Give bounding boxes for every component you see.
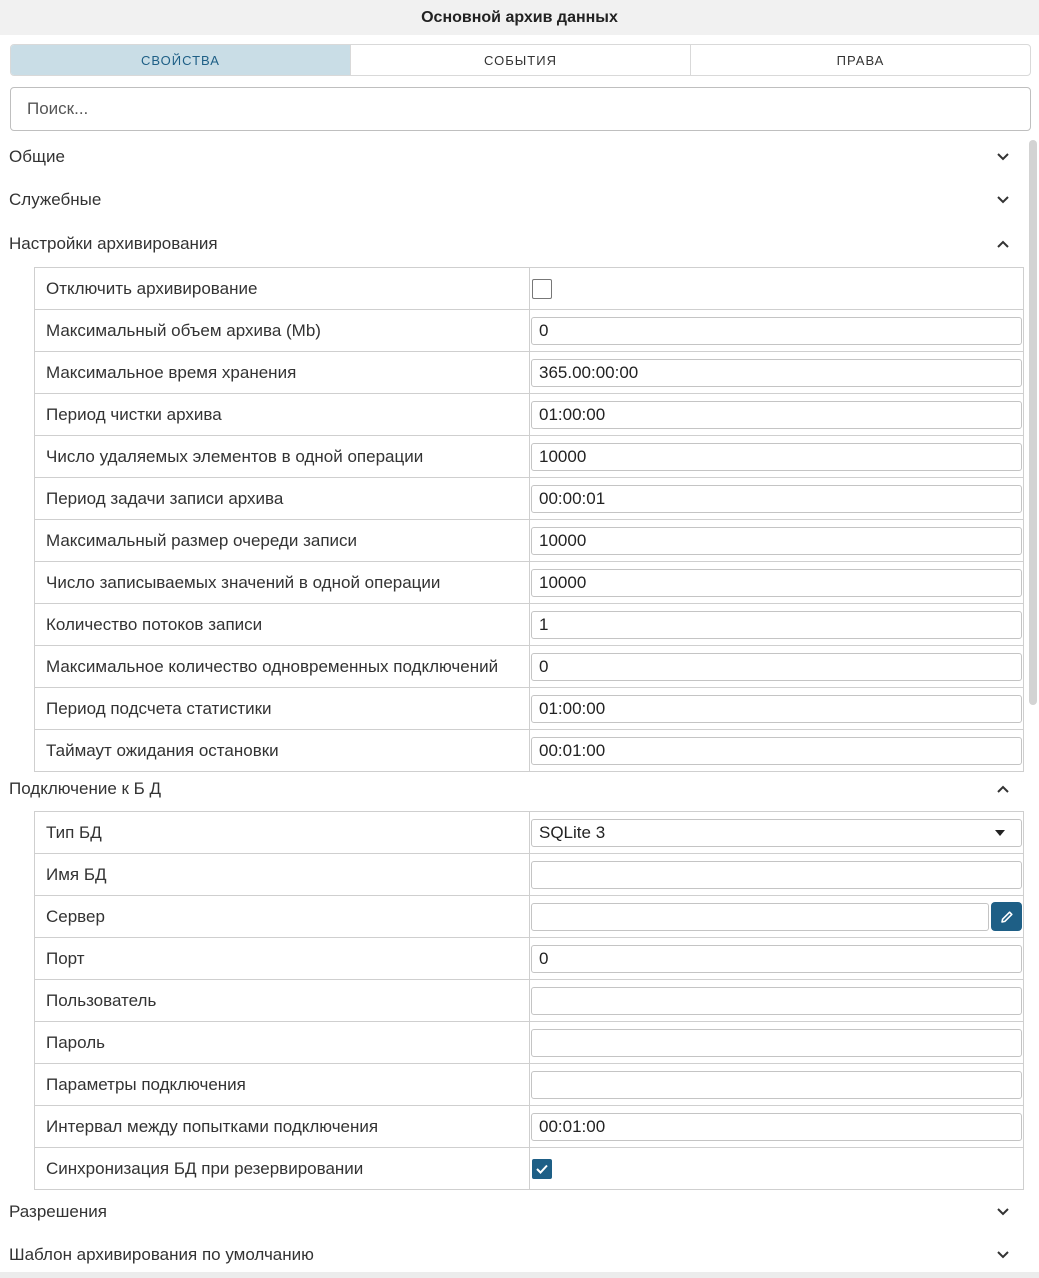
- delete-batch-size-input[interactable]: [531, 443, 1022, 471]
- table-row: [35, 854, 1023, 896]
- table-row: [35, 812, 1023, 854]
- password-input[interactable]: [531, 1029, 1022, 1057]
- table-row: [35, 896, 1023, 938]
- property-label: Число записываемых значений в одной операции: [35, 562, 530, 603]
- property-label: Тип БД: [35, 812, 530, 853]
- property-label: Максимальное время хранения: [35, 352, 530, 393]
- tab-properties[interactable]: СВОЙСТВА: [11, 45, 351, 75]
- table-row: [35, 604, 1023, 646]
- db-name-input[interactable]: [531, 861, 1022, 889]
- table-row: [35, 730, 1023, 772]
- tab-bar: [10, 44, 1031, 76]
- pencil-icon: [1000, 910, 1014, 924]
- table-row: [35, 1064, 1023, 1106]
- property-label: Максимальное количество одновременных подключений: [35, 646, 530, 687]
- chevron-down-icon[interactable]: [995, 192, 1011, 208]
- tab-rights[interactable]: ПРАВА: [836, 52, 885, 68]
- section-general-header[interactable]: [0, 137, 1025, 177]
- section-db-label: Подключение к Б Д: [9, 779, 162, 798]
- section-archiving-header[interactable]: [0, 224, 1025, 264]
- property-label: Отключить архивирование: [35, 268, 530, 309]
- db-type-value: SQLite 3: [539, 822, 606, 842]
- chevron-down-icon[interactable]: [995, 1204, 1011, 1220]
- disable-archiving-checkbox[interactable]: [532, 279, 552, 299]
- connection-params-input[interactable]: [531, 1071, 1022, 1099]
- property-label: Пароль: [35, 1022, 530, 1063]
- section-default-template-label: Шаблон архивирования по умолчанию: [9, 1245, 314, 1264]
- db-properties-table: [34, 811, 1024, 1190]
- max-storage-time-input[interactable]: [531, 359, 1022, 387]
- section-service-label: Служебные: [9, 190, 102, 209]
- chevron-up-icon[interactable]: [995, 236, 1011, 252]
- tab-events[interactable]: СОБЫТИЯ: [351, 45, 691, 75]
- table-row: [35, 980, 1023, 1022]
- table-row: [35, 478, 1023, 520]
- edit-server-button[interactable]: [991, 902, 1022, 931]
- property-label: Сервер: [35, 896, 530, 937]
- write-task-period-input[interactable]: [531, 485, 1022, 513]
- table-row: [35, 268, 1023, 310]
- max-connections-input[interactable]: [531, 653, 1022, 681]
- table-row: [35, 1022, 1023, 1064]
- cleanup-period-input[interactable]: [531, 401, 1022, 429]
- write-batch-size-input[interactable]: [531, 569, 1022, 597]
- table-row: [35, 688, 1023, 730]
- table-row: [35, 394, 1023, 436]
- property-label: Параметры подключения: [35, 1064, 530, 1105]
- section-service-header[interactable]: [0, 180, 1025, 220]
- table-row: [35, 1106, 1023, 1148]
- table-row: [35, 520, 1023, 562]
- table-row: [35, 938, 1023, 980]
- section-permissions-label: Разрешения: [9, 1202, 107, 1221]
- max-queue-size-input[interactable]: [531, 527, 1022, 555]
- table-row: [35, 562, 1023, 604]
- db-type-select[interactable]: [531, 819, 1022, 847]
- property-label: Число удаляемых элементов в одной операции: [35, 436, 530, 477]
- property-label: Интервал между попытками подключения: [35, 1106, 530, 1147]
- property-label: Количество потоков записи: [35, 604, 530, 645]
- section-permissions-header[interactable]: [0, 1192, 1025, 1232]
- chevron-down-icon[interactable]: [995, 149, 1011, 165]
- user-input[interactable]: [531, 987, 1022, 1015]
- stop-timeout-input[interactable]: [531, 737, 1022, 765]
- property-label: Период подсчета статистики: [35, 688, 530, 729]
- property-label: Период задачи записи архива: [35, 478, 530, 519]
- property-label: Максимальный объем архива (Mb): [35, 310, 530, 351]
- max-archive-size-input[interactable]: [531, 317, 1022, 345]
- scrollbar-thumb[interactable]: [1029, 140, 1037, 705]
- server-input[interactable]: [531, 903, 989, 931]
- chevron-down-icon[interactable]: [995, 1247, 1011, 1263]
- window-title: Основной архив данных: [0, 0, 1039, 35]
- property-label: Порт: [35, 938, 530, 979]
- property-label: Синхронизация БД при резервировании: [35, 1148, 530, 1189]
- section-archiving-label: Настройки архивирования: [9, 234, 218, 253]
- section-general-label: Общие: [9, 147, 65, 166]
- table-row: [35, 352, 1023, 394]
- property-label: Имя БД: [35, 854, 530, 895]
- property-label: Таймаут ожидания остановки: [35, 730, 530, 771]
- archiving-properties-table: [34, 267, 1024, 772]
- property-label: Период чистки архива: [35, 394, 530, 435]
- section-default-template-header[interactable]: [0, 1235, 1025, 1275]
- sync-db-checkbox[interactable]: [532, 1159, 552, 1179]
- checkmark-icon: [535, 1163, 549, 1175]
- table-row: [35, 646, 1023, 688]
- table-row: [35, 436, 1023, 478]
- caret-down-icon: [995, 830, 1005, 836]
- port-input[interactable]: [531, 945, 1022, 973]
- stats-period-input[interactable]: [531, 695, 1022, 723]
- chevron-up-icon[interactable]: [995, 781, 1011, 797]
- property-label: Максимальный размер очереди записи: [35, 520, 530, 561]
- table-row: [35, 1148, 1023, 1190]
- bottom-edge: [0, 1272, 1039, 1278]
- section-db-header[interactable]: [0, 769, 1025, 809]
- table-row: [35, 310, 1023, 352]
- property-label: Пользователь: [35, 980, 530, 1021]
- search-input[interactable]: [10, 87, 1031, 131]
- write-threads-input[interactable]: [531, 611, 1022, 639]
- retry-interval-input[interactable]: [531, 1113, 1022, 1141]
